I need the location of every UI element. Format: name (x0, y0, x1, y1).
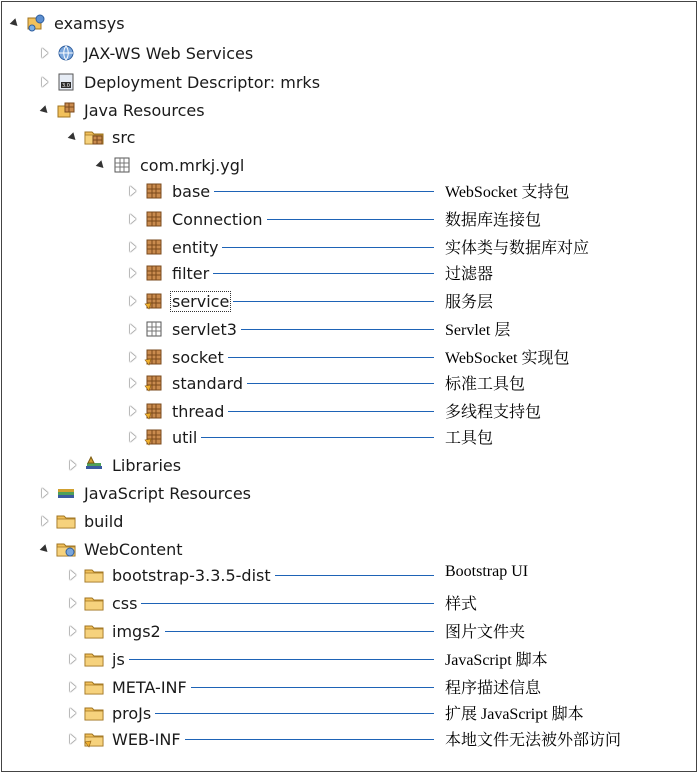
annotation-leader-line (201, 437, 434, 438)
tree-node-thread[interactable] (126, 400, 225, 422)
java-resources-icon (56, 100, 76, 120)
tree-node-label: Deployment Descriptor: mrks (84, 72, 321, 92)
tree-node-label: examsys (54, 13, 125, 33)
collapsed-arrow-icon[interactable] (126, 180, 140, 202)
annotation-text: 本地文件无法被外部访问 (445, 732, 622, 749)
tree-node-javascript-resources[interactable] (38, 482, 252, 504)
expanded-arrow-icon[interactable] (38, 538, 52, 560)
tree-node-label: entity (172, 237, 219, 257)
library-icon (84, 455, 104, 475)
webservices-icon (56, 43, 76, 63)
annotation-text: 服务层 (445, 294, 494, 311)
folder-modified-icon (84, 729, 104, 749)
source-folder-icon (84, 127, 104, 147)
folder-icon (84, 565, 104, 585)
collapsed-arrow-icon[interactable] (126, 236, 140, 258)
expanded-arrow-icon[interactable] (38, 99, 52, 121)
tree-node-label: imgs2 (112, 621, 161, 641)
collapsed-arrow-icon[interactable] (126, 208, 140, 230)
annotation-leader-line (165, 631, 434, 632)
annotation-text: 标准工具包 (445, 376, 526, 393)
annotation-text: WebSocket 实现包 (445, 350, 570, 367)
annotation-text: WebSocket 支持包 (445, 184, 570, 201)
annotation-leader-line (241, 329, 434, 330)
folder-icon (84, 649, 104, 669)
annotation-leader-line (222, 247, 434, 248)
folder-icon (84, 593, 104, 613)
collapsed-arrow-icon[interactable] (126, 318, 140, 340)
collapsed-arrow-icon[interactable] (126, 372, 140, 394)
tree-node-label: WebContent (84, 539, 183, 559)
tree-node-label: com.mrkj.ygl (140, 155, 245, 175)
annotation-leader-line (247, 383, 434, 384)
js-library-icon (56, 483, 76, 503)
package-modified-icon (144, 347, 164, 367)
collapsed-arrow-icon[interactable] (38, 42, 52, 64)
tree-node-service[interactable] (126, 290, 230, 312)
collapsed-arrow-icon[interactable] (66, 702, 80, 724)
tree-node-filter[interactable] (126, 262, 210, 284)
annotation-text: 图片文件夹 (445, 624, 526, 641)
collapsed-arrow-icon[interactable] (126, 346, 140, 368)
tree-node-label: js (112, 649, 125, 669)
annotation-leader-line (185, 739, 434, 740)
tree-node-build[interactable] (38, 510, 124, 532)
package-icon (144, 263, 164, 283)
tree-node-label: util (172, 427, 198, 447)
tree-node-label: WEB-INF (112, 729, 181, 749)
tree-node-connection[interactable] (126, 208, 264, 230)
annotation-leader-line (129, 659, 434, 660)
annotation-text: 工具包 (445, 430, 494, 447)
tree-node-libraries[interactable] (66, 454, 182, 476)
collapsed-arrow-icon[interactable] (66, 592, 80, 614)
tree-node-src[interactable] (66, 126, 136, 148)
tree-node-java-resources[interactable] (38, 99, 206, 121)
annotation-text: JavaScript 脚本 (445, 652, 548, 669)
tree-node-label: servlet3 (172, 319, 237, 339)
project-explorer-panel (1, 1, 697, 772)
collapsed-arrow-icon[interactable] (66, 454, 80, 476)
collapsed-arrow-icon[interactable] (66, 564, 80, 586)
tree-node-projs[interactable] (66, 702, 152, 724)
package-modified-icon (144, 291, 164, 311)
annotation-text: Bootstrap UI (445, 563, 529, 580)
tree-node-util[interactable] (126, 426, 198, 448)
folder-icon (84, 621, 104, 641)
collapsed-arrow-icon[interactable] (126, 290, 140, 312)
tree-node-label: Java Resources (84, 100, 205, 120)
package-icon (144, 209, 164, 229)
annotation-leader-line (233, 301, 434, 302)
tree-node-entity[interactable] (126, 236, 219, 258)
tree-node-label: bootstrap-3.3.5-dist (112, 565, 271, 585)
tree-node-web-inf[interactable] (66, 728, 182, 750)
annotation-text: 实体类与数据库对应 (445, 240, 590, 257)
package-icon (144, 237, 164, 257)
annotation-text: 程序描述信息 (445, 680, 542, 697)
expanded-arrow-icon[interactable] (66, 126, 80, 148)
annotation-leader-line (267, 219, 434, 220)
web-folder-icon (56, 539, 76, 559)
package-modified-icon (144, 401, 164, 421)
tree-node-deployment-descriptor-mrks[interactable] (38, 71, 321, 93)
package-modified-icon (144, 373, 164, 393)
expanded-arrow-icon[interactable] (8, 12, 22, 34)
annotation-text: Servlet 层 (445, 322, 511, 339)
tree-node-label: Connection (172, 209, 263, 229)
collapsed-arrow-icon[interactable] (126, 400, 140, 422)
descriptor-icon (56, 72, 76, 92)
expanded-arrow-icon[interactable] (94, 154, 108, 176)
tree-node-label: filter (172, 263, 210, 283)
annotation-text: 扩展 JavaScript 脚本 (445, 706, 584, 723)
tree-node-standard[interactable] (126, 372, 244, 394)
tree-node-meta-inf[interactable] (66, 676, 188, 698)
annotation-leader-line (228, 357, 434, 358)
tree-node-com-mrkj-ygl[interactable] (94, 154, 245, 176)
collapsed-arrow-icon[interactable] (66, 728, 80, 750)
tree-node-label: Libraries (112, 455, 182, 475)
tree-node-imgs2[interactable] (66, 620, 162, 642)
annotation-leader-line (155, 713, 434, 714)
collapsed-arrow-icon[interactable] (126, 262, 140, 284)
tree-node-label: socket (172, 347, 224, 367)
tree-node-jax-ws-web-services[interactable] (38, 42, 254, 64)
package-icon (144, 181, 164, 201)
folder-icon (84, 703, 104, 723)
tree-node-js[interactable] (66, 648, 126, 670)
tree-node-css[interactable] (66, 592, 138, 614)
tree-node-label: proJs (112, 703, 152, 723)
tree-node-examsys[interactable] (8, 12, 126, 34)
tree-node-label: META-INF (112, 677, 187, 697)
annotation-leader-line (191, 687, 434, 688)
folder-icon (84, 677, 104, 697)
annotation-leader-line (213, 273, 434, 274)
annotation-leader-line (214, 191, 434, 192)
collapsed-arrow-icon[interactable] (38, 71, 52, 93)
tree-node-label: JavaScript Resources (84, 483, 251, 503)
annotation-leader-line (141, 603, 434, 604)
tree-node-servlet3[interactable] (126, 318, 238, 340)
tree-node-base[interactable] (126, 180, 211, 202)
annotation-leader-line (275, 575, 434, 576)
package-empty-icon (112, 155, 132, 175)
collapsed-arrow-icon[interactable] (66, 620, 80, 642)
tree-node-label: base (172, 181, 211, 201)
folder-icon (56, 511, 76, 531)
annotation-text: 数据库连接包 (445, 212, 542, 229)
tree-node-label: css (112, 593, 138, 613)
collapsed-arrow-icon[interactable] (38, 482, 52, 504)
tree-node-label: build (84, 511, 124, 531)
package-modified-icon (144, 427, 164, 447)
tree-node-bootstrap-3-3-5-dist[interactable] (66, 564, 272, 586)
collapsed-arrow-icon[interactable] (38, 510, 52, 532)
project-icon (26, 13, 46, 33)
tree-node-label: thread (172, 401, 225, 421)
tree-node-webcontent[interactable] (38, 538, 184, 560)
tree-node-label: service (172, 291, 230, 311)
svg-text:3.0: 3.0 (62, 83, 70, 89)
tree-node-label: JAX-WS Web Services (84, 43, 254, 63)
collapsed-arrow-icon[interactable] (126, 426, 140, 448)
package-empty-icon (144, 319, 164, 339)
annotation-text: 过滤器 (445, 266, 494, 283)
annotation-text: 多线程支持包 (445, 404, 542, 421)
tree-node-label: src (112, 127, 136, 147)
annotation-leader-line (228, 411, 434, 412)
annotation-text: 样式 (445, 596, 478, 613)
tree-node-label: standard (172, 373, 243, 393)
collapsed-arrow-icon[interactable] (66, 676, 80, 698)
collapsed-arrow-icon[interactable] (66, 648, 80, 670)
tree-node-socket[interactable] (126, 346, 225, 368)
